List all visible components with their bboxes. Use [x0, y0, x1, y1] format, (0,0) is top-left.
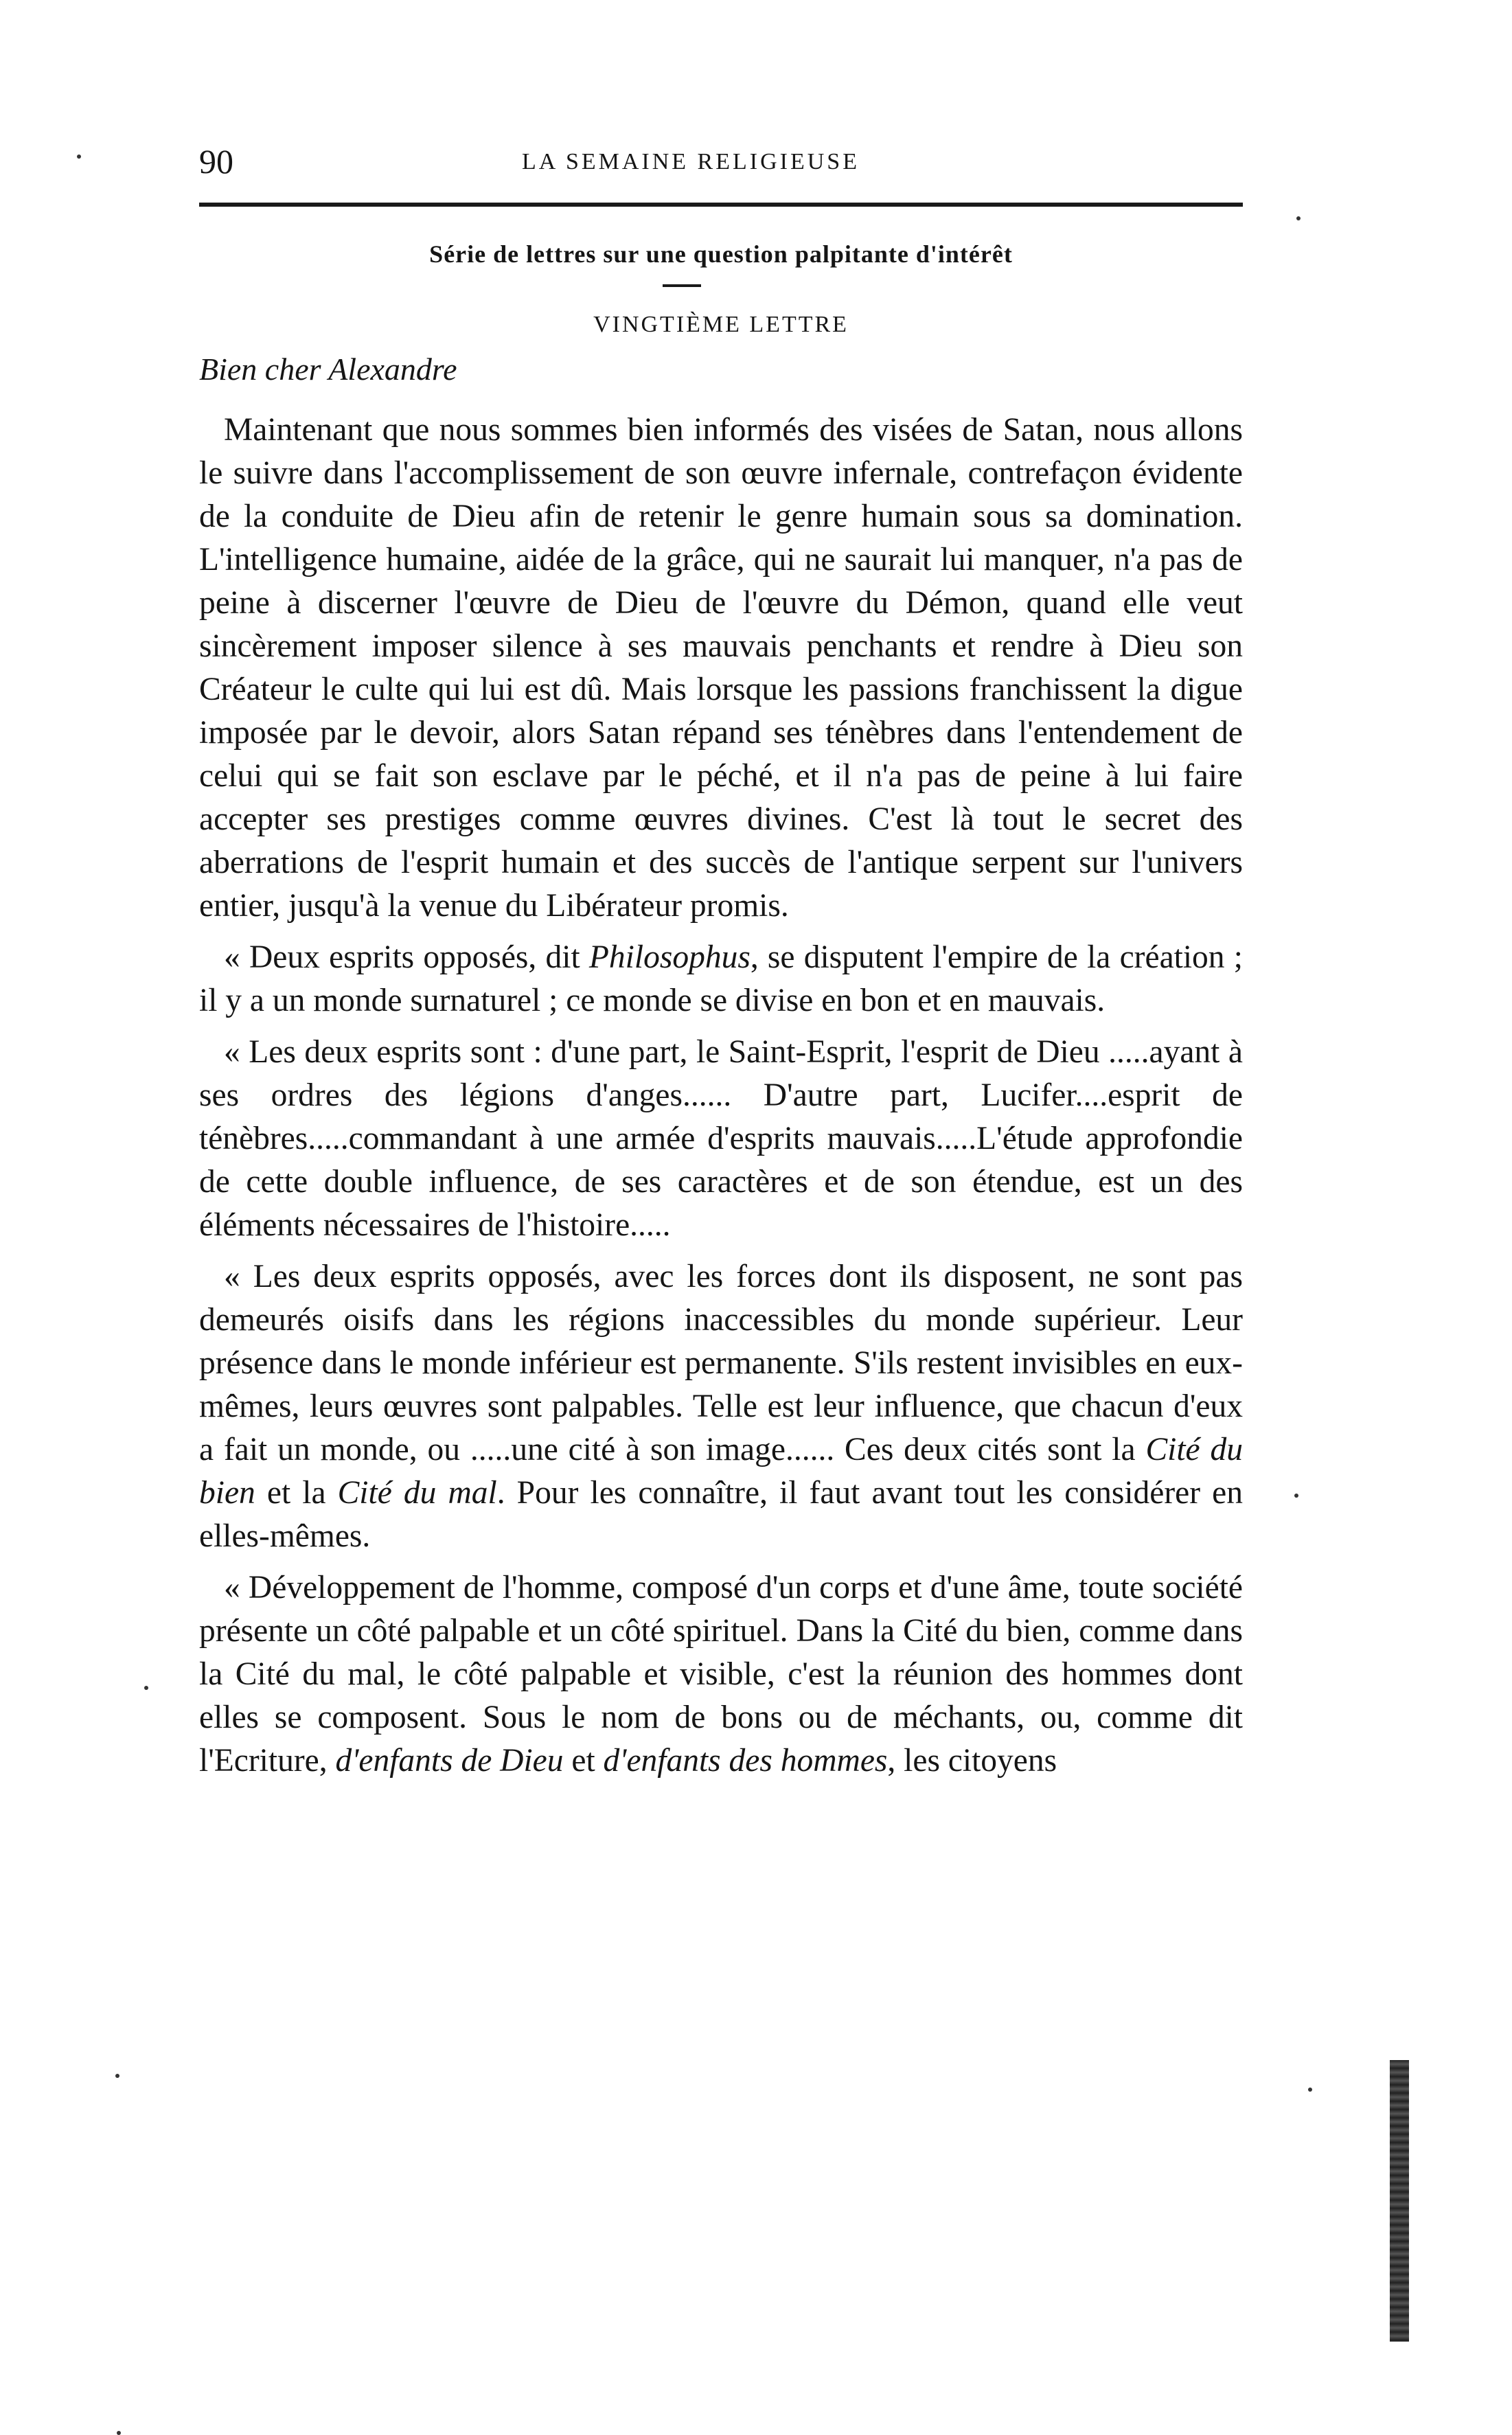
paragraph-4-text-a: « Les deux esprits opposés, avec les forces dont ils disposent, ne sont pas demeurés oisifs dans les régions inaccessibles du monde supérieur. Leur présence dans le monde inférieur est permanente. S'ils restent invisibles en eux-mêmes, leurs œuvres sont palpables. Telle est leur influence, que chacun d'eux a fait un monde, ou .....une cité à son image...... Ces deux cités sont la: [199, 1259, 1243, 1467]
series-title: Série de lettres sur une question palpitante d'intérêt: [429, 240, 1013, 268]
paragraph-4: [199, 1255, 1243, 1558]
scan-speck: [1308, 2088, 1312, 2092]
short-rule: [663, 284, 701, 287]
paragraph-2-text-b: , se disputent l'empire de la création ; il y a un monde surnaturel ; ce monde se divise en bon et en mauvais.: [199, 939, 1243, 1018]
scan-speck: [1294, 1494, 1298, 1498]
page-number: 90: [199, 142, 233, 181]
paragraph-1: Maintenant que nous sommes bien informés des visées de Satan, nous allons le suivre dans l'accomplissement de son œuvre infernale, contrefaçon évidente de la conduite de Dieu afin de retenir le genre humain sous sa domination. L'intelligence humaine, aidée de la grâce, qui ne saurait lui manquer, n'a pas de peine à discerner l'œuvre de Dieu de l'œuvre du Démon, quand elle veut sincèrement imposer silence à ses mauvais penchants et rendre à Dieu son Créateur le culte qui lui est dû. Mais lorsque les passions franchissent la digue imposée par le devoir, alors Satan répand ses ténèbres dans l'entendement de celui qui se fait son esclave par le péché, et il n'a pas de peine à lui faire accepter ses prestiges comme œuvres divines. C'est là tout le secret des aberrations de l'esprit humain et des succès de l'antique serpent sur l'univers entier, jusqu'à la venue du Libérateur promis.: [199, 412, 1243, 924]
header-rule: [199, 203, 1243, 207]
paragraph-5: [199, 1566, 1243, 1783]
scan-speck: [144, 1686, 148, 1690]
paragraph-5-text-a: « Développement de l'homme, composé d'un corps et d'une âme, toute société présente un côté palpable et un côté spirituel. Dans la Cité du bien, comme dans la Cité du mal, le côté palpable et visible, c'est la réunion des hommes dont elles se composent. Sous le nom de bons ou de méchants, ou, comme dit l'Ecriture,: [199, 1570, 1243, 1779]
enfants-de-dieu: d'enfants de Dieu: [335, 1743, 564, 1779]
letter-title: VINGTIÈME LETTRE: [593, 312, 849, 337]
letter-body: [199, 409, 1243, 1791]
scan-speck: [1296, 216, 1301, 220]
page-header: [199, 141, 1243, 182]
scan-speck: [115, 2074, 119, 2078]
paragraph-4-text-b: et la: [255, 1475, 338, 1511]
paragraph-3: « Les deux esprits sont : d'une part, le Saint-Esprit, l'esprit de Dieu .....ayant à ses ordres des légions d'anges...... D'autre part, Lucifer....esprit de ténèbres.....commandant à une armée d'esprits mauvais.....L'étude approfondie de cette double influence, de ses caractères et de son étendue, est un des éléments nécessaires de l'histoire.....: [199, 1034, 1243, 1243]
paragraph-2: [199, 936, 1243, 1022]
running-head: LA SEMAINE RELIGIEUSE: [522, 149, 860, 174]
salutation: Bien cher Alexandre: [199, 352, 457, 387]
cite-du-mal: Cité du mal: [337, 1475, 497, 1511]
paragraph-4-text-c: . Pour les connaître, il faut avant tout les considérer en elles-mêmes.: [199, 1475, 1243, 1554]
scan-speck: [77, 155, 81, 159]
paragraph-5-text-b: et: [563, 1743, 604, 1779]
philosophus-citation: Philosophus: [588, 939, 751, 975]
paragraph-5-text-c: , les citoyens: [887, 1743, 1057, 1779]
enfants-des-hommes: d'enfants des hommes: [603, 1743, 888, 1779]
paragraph-2-text-a: « Deux esprits opposés, dit: [224, 939, 589, 975]
cite-du-bien: Cité du bien: [199, 1432, 1243, 1511]
binding-edge-mark: [1390, 2060, 1409, 2342]
scan-speck: [117, 2431, 121, 2435]
